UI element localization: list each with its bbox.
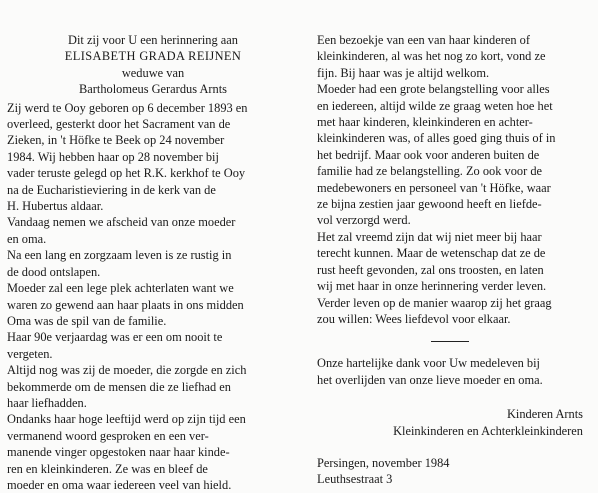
text-line: terecht kunnen. Maar de wetenschap dat ze de	[317, 246, 546, 261]
text-line: vergeten.	[7, 346, 53, 361]
text-line: de dood ontslapen.	[7, 264, 101, 279]
text-line: en oma.	[7, 231, 47, 246]
address: Leuthsestraat 3	[317, 472, 393, 487]
divider	[431, 341, 469, 342]
place-date-block	[317, 455, 583, 488]
text-line: Zij werd te Ooy geboren op 6 december 1893 en	[7, 100, 248, 115]
text-line: Oma was de spil van de familie.	[7, 313, 167, 328]
text-line: Zieken, in 't Höfke te Beek op 24 november	[7, 133, 225, 148]
text-line: Altijd nog was zij de moeder, die zorgde en zich	[7, 363, 247, 378]
text-line: na de Eucharistieviering in de kerk van de	[7, 182, 216, 197]
text-line: H. Hubertus aldaar.	[7, 199, 104, 214]
right-body	[317, 32, 583, 327]
heading-block	[7, 32, 299, 98]
text-line: vermanend woord gesproken en een ver-	[7, 428, 209, 443]
text-line: manende vinger opgestoken naar haar kinde-	[7, 445, 230, 460]
text-line: zou willen: Wees liefdevol voor elkaar.	[317, 311, 511, 326]
text-line: met haar kinderen, kleinkinderen en achter-	[317, 115, 533, 130]
text-line: en iedereen, altijd wilde ze graag weten hoe het	[317, 98, 553, 113]
text-line: kleinkinderen was, of alles goed ging thuis of in	[317, 131, 556, 146]
text-line: Moeder zal een lege plek achterlaten want we	[7, 281, 234, 296]
text-line: familie had ze belangstelling. Zo ook voor de	[317, 164, 543, 179]
signature-line: Kinderen Arnts	[506, 407, 583, 422]
signature-line: Kleinkinderen en Achterkleinkinderen	[393, 423, 583, 438]
text-line: rust heeft gevonden, zal ons troosten, en laten	[317, 262, 544, 277]
spouse-name: Bartholomeus Gerardus Arnts	[79, 82, 227, 97]
text-line: vader teruste gelegd op het R.K. kerkhof te Ooy	[7, 166, 246, 181]
text-line: Na een lang en zorgzaam leven is ze rustig in	[7, 248, 232, 263]
text-line: Haar 90e verjaardag was er een om nooit te	[7, 330, 223, 345]
heading-intro: Dit zij voor U een herinnering aan	[68, 33, 238, 47]
text-line: fijn. Bij haar was je altijd welkom.	[317, 65, 490, 80]
text-line: Het zal vreemd zijn dat wij niet meer bij haar	[317, 229, 542, 244]
thanks-line: het overlijden van onze lieve moeder en oma.	[317, 372, 543, 387]
text-line: het bedrijf. Maar ook voor anderen buiten de	[317, 147, 540, 162]
text-line: waren zo gewend aan haar plaats in ons midden	[7, 297, 244, 312]
text-line: haar liefhadden.	[7, 395, 87, 410]
signature-block	[317, 406, 583, 439]
place-date: Persingen, november 1984	[317, 455, 450, 470]
text-line: 1984. Wij hebben haar op 28 november bij	[7, 149, 219, 164]
text-line: moeder en oma waar iedereen veel van hield.	[7, 477, 232, 492]
text-line: Verder leven op de manier waarop zij het graag	[317, 295, 552, 310]
left-body	[7, 100, 299, 493]
text-line: bekommerde om de mensen die ze liefhad en	[7, 379, 231, 394]
left-column	[7, 32, 299, 491]
thanks-line: Onze hartelijke dank voor Uw medeleven bij	[317, 356, 540, 371]
text-line: ze bijna zestien jaar gewoond heeft en liefde-	[317, 197, 542, 212]
text-line: Een bezoekje van een van haar kinderen of	[317, 33, 530, 47]
text-line: overleed, gesterkt door het Sacrament van de	[7, 117, 231, 132]
text-line: Moeder had een grote belangstelling voor alles	[317, 82, 550, 97]
text-line: vol verzorgd werd.	[317, 213, 411, 228]
text-line: Ondanks haar hoge leeftijd werd op zijn tijd een	[7, 412, 246, 427]
text-line: ren en kleinkinderen. Ze was en bleef de	[7, 461, 208, 476]
text-line: Vandaag nemen we afscheid van onze moeder	[7, 215, 236, 230]
thanks-block	[317, 355, 583, 388]
text-line: medebewoners en personeel van 't Höfke, waar	[317, 180, 551, 195]
deceased-name: ELISABETH GRADA REIJNEN	[64, 49, 242, 64]
right-column	[317, 32, 583, 491]
text-line: kleinkinderen, al was het nog zo kort, vond ze	[317, 49, 546, 64]
widow-of-label: weduwe van	[121, 65, 185, 80]
text-line: wij met haar in onze herinnering verder leven.	[317, 279, 547, 294]
